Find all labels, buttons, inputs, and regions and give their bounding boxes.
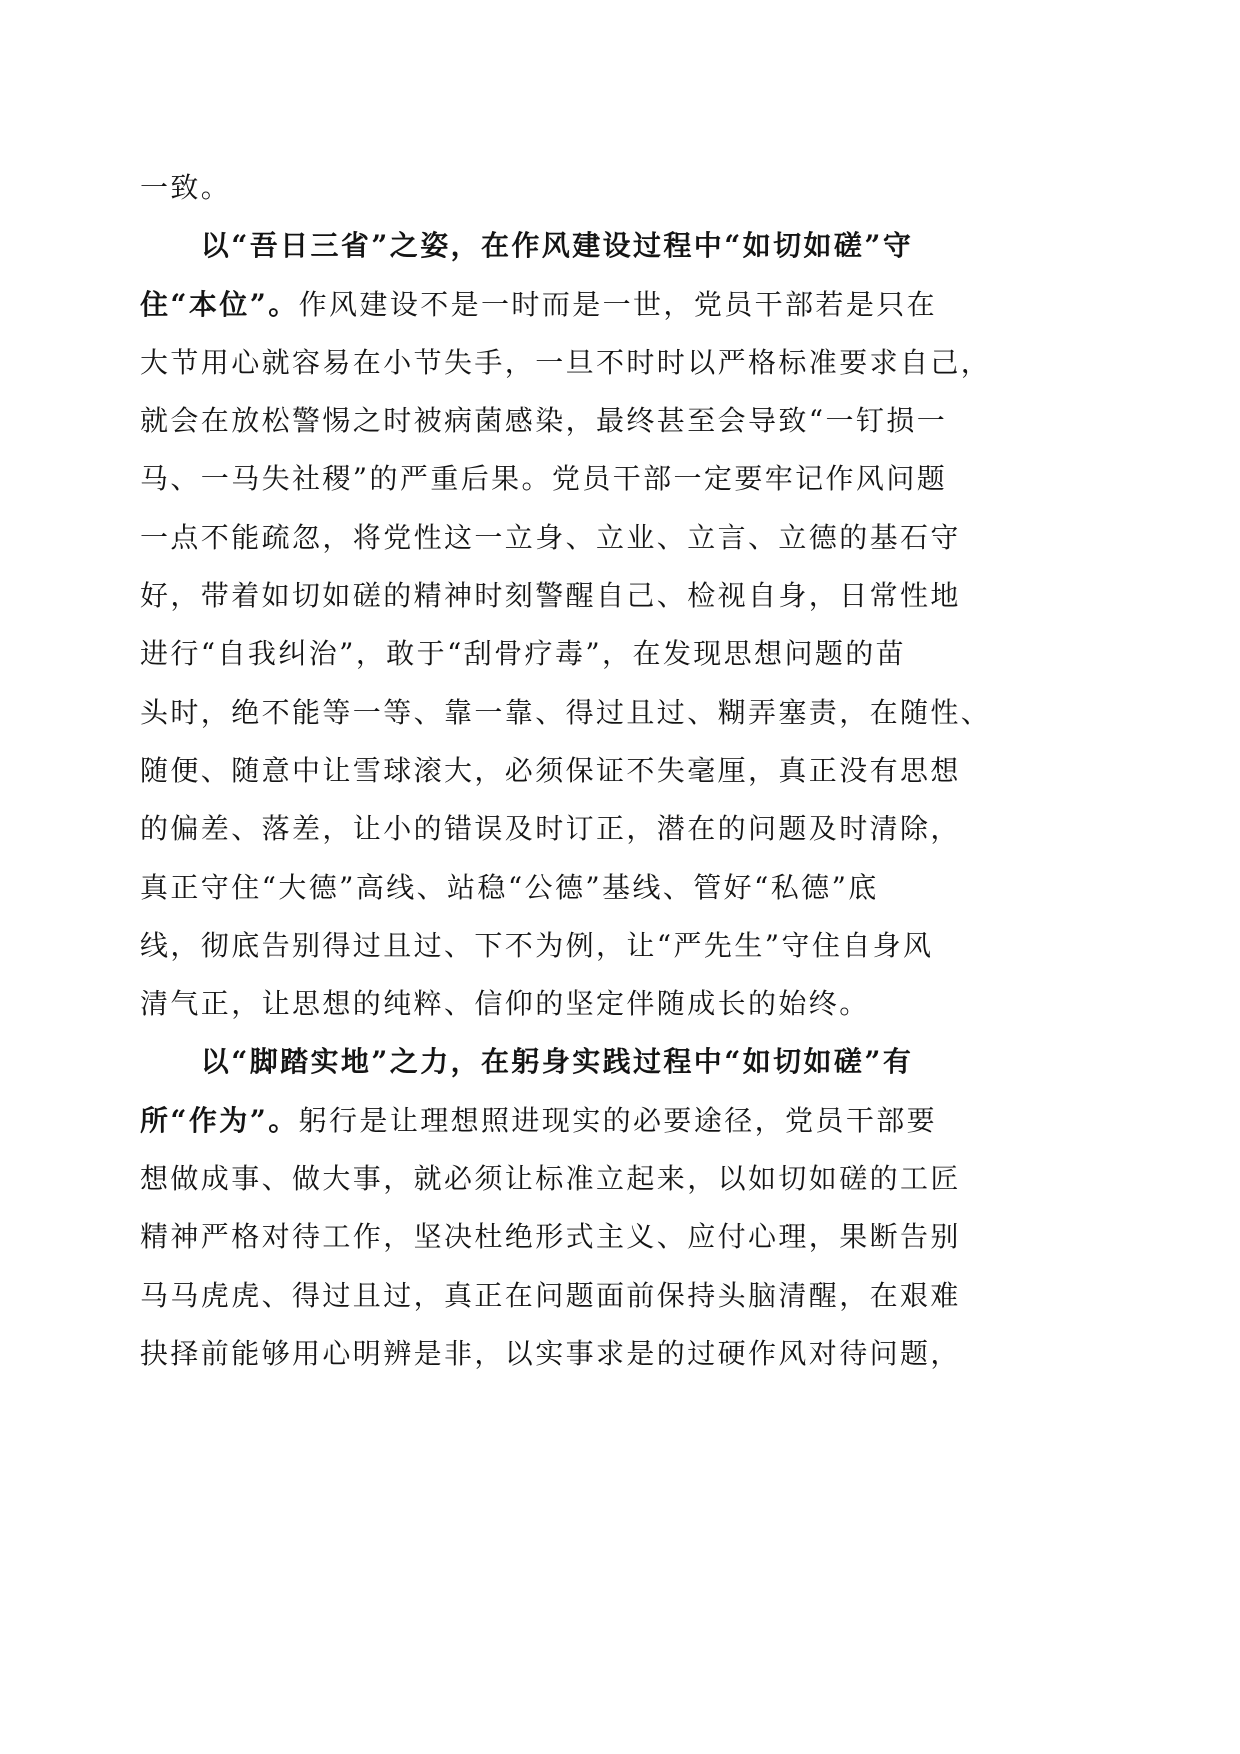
line-text: 线，彻底告别得过且过、下不为例，让“严先生”守住自身风 <box>140 928 934 962</box>
text-line <box>140 1325 1040 1383</box>
line-text: 就会在放松警惕之时被病菌感染，最终甚至会导致“一钉损一 <box>140 404 948 438</box>
paragraph-1 <box>140 159 1040 217</box>
text-line <box>140 742 1040 800</box>
text-line <box>140 975 1040 1033</box>
line-text: 大节用心就容易在小节失手，一旦不时时以严格标准要求自己， <box>140 345 992 379</box>
text-line <box>140 684 1040 742</box>
text-line <box>140 276 1040 334</box>
line-text: 进行“自我纠治”，敢于“刮骨疗毒”，在发现思想问题的苗 <box>140 637 907 671</box>
text-line <box>140 392 1040 450</box>
paragraph-3 <box>140 1033 1040 1383</box>
line-text: 精神严格对待工作，坚决杜绝形式主义、应付心理，果断告别 <box>140 1220 961 1254</box>
line-text: 想做成事、做大事，就必须让标准立起来，以如切如磋的工匠 <box>140 1162 961 1196</box>
paragraph-heading: 住“本位”。 <box>140 287 299 321</box>
paragraph-heading: 以“脚踏实地”之力，在躬身实践过程中“如切如磋”有 <box>200 1045 914 1079</box>
text-line <box>140 159 1040 217</box>
text-line <box>140 334 1040 392</box>
text-line <box>140 1150 1040 1208</box>
text-line <box>140 509 1040 567</box>
text-line <box>140 917 1040 975</box>
paragraph-2 <box>140 217 1040 1033</box>
text-line <box>140 217 1040 275</box>
document-body <box>140 159 1040 1383</box>
text-line <box>140 800 1040 858</box>
line-text: 真正守住“大德”高线、站稳“公德”基线、管好“私德”底 <box>140 870 879 904</box>
line-text: 头时，绝不能等一等、靠一靠、得过且过、糊弄塞责，在随性、 <box>140 695 992 729</box>
text-line <box>140 625 1040 683</box>
line-text: 的偏差、落差，让小的错误及时订正，潜在的问题及时清除， <box>140 812 961 846</box>
paragraph-heading: 所“作为”。 <box>140 1103 299 1137</box>
text-line <box>140 567 1040 625</box>
text-line <box>140 859 1040 917</box>
line-text: 马、一马失社稷”的严重后果。党员干部一定要牢记作风问题 <box>140 462 948 496</box>
line-text: 抉择前能够用心明辨是非，以实事求是的过硬作风对待问题， <box>140 1336 961 1370</box>
text-line <box>140 450 1040 508</box>
text-line <box>140 1033 1040 1091</box>
line-text: 马马虎虎、得过且过，真正在问题面前保持头脑清醒，在艰难 <box>140 1278 961 1312</box>
line-text: 一点不能疏忽，将党性这一立身、立业、立言、立德的基石守 <box>140 520 961 554</box>
text-line <box>140 1092 1040 1150</box>
line-text: 好，带着如切如磋的精神时刻警醒自己、检视自身，日常性地 <box>140 579 961 613</box>
line-text: 清气正，让思想的纯粹、信仰的坚定伴随成长的始终。 <box>140 987 870 1021</box>
text-line <box>140 1208 1040 1266</box>
line-text: 随便、随意中让雪球滚大，必须保证不失毫厘，真正没有思想 <box>140 753 961 787</box>
line-text: 作风建设不是一时而是一世，党员干部若是只在 <box>298 287 938 321</box>
line-text: 躬行是让理想照进现实的必要途径，党员干部要 <box>298 1103 938 1137</box>
paragraph-heading: 以“吾日三省”之姿，在作风建设过程中“如切如磋”守 <box>200 229 914 263</box>
text-line <box>140 1267 1040 1325</box>
line-text: 一致。 <box>140 171 232 204</box>
